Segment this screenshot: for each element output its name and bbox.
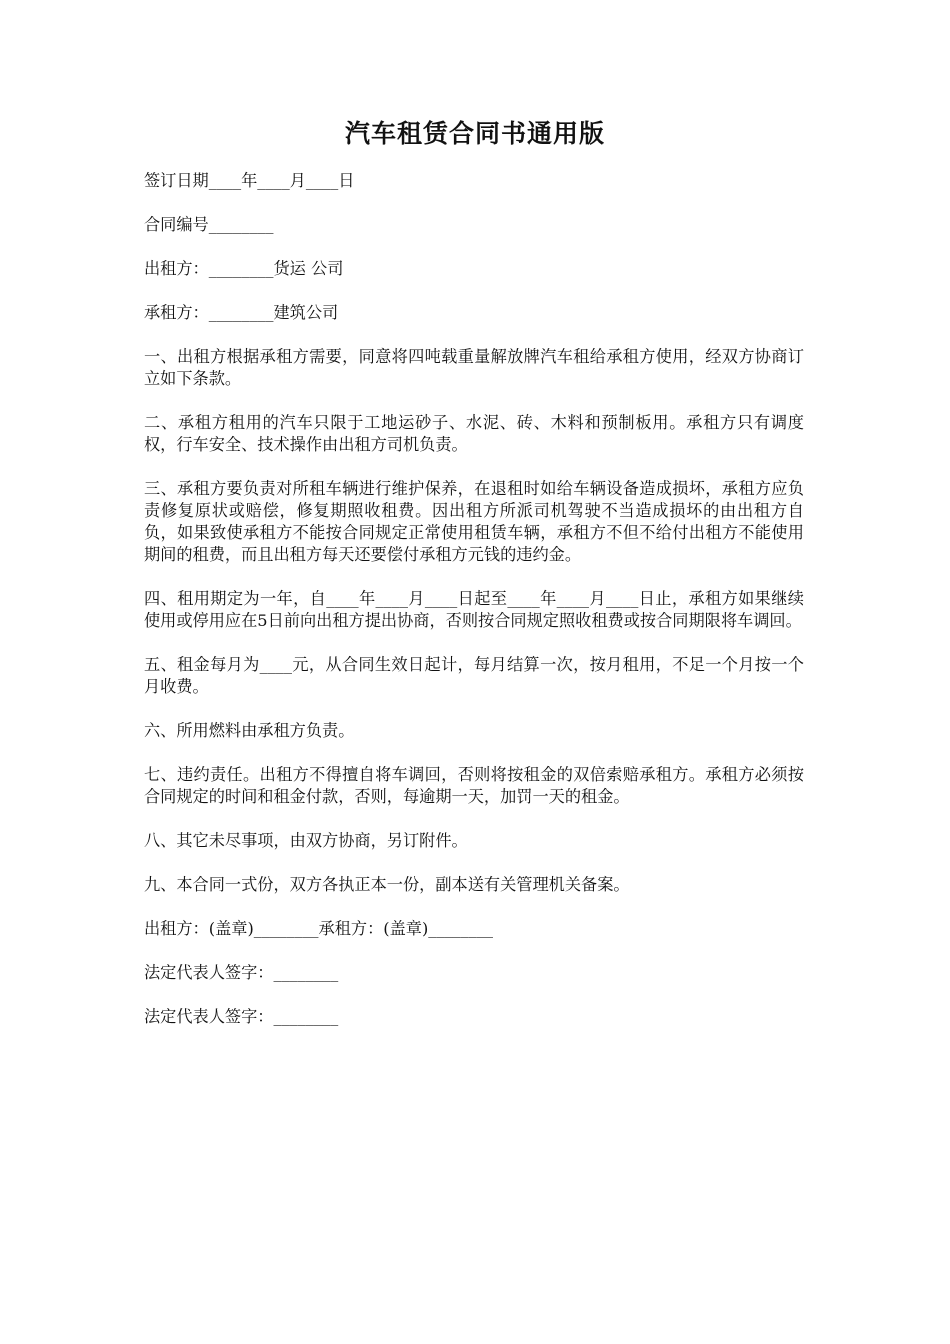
clause-8: 八、其它未尽事项，由双方协商，另订附件。	[144, 831, 468, 850]
clause-2: 二、承租方租用的汽车只限于工地运砂子、水泥、砖、木料和预制板用。承租方只有调度权，行车安全、技术操作由出租方司机负责。	[144, 413, 804, 454]
document-body	[144, 170, 804, 1050]
lessor-line: 出租方：________货运 公司	[144, 259, 344, 278]
legal-rep-signature-2: 法定代表人签字：________	[144, 1007, 339, 1026]
clause-9: 九、本合同一式份，双方各执正本一份，副本送有关管理机关备案。	[144, 875, 630, 894]
clause-6: 六、所用燃料由承租方负责。	[144, 721, 355, 740]
contract-number-line: 合同编号________	[144, 215, 274, 234]
seal-line: 出租方：(盖章)________承租方：(盖章)________	[144, 919, 494, 938]
clause-1: 一、出租方根据承租方需要，同意将四吨载重量解放牌汽车租给承租方使用，经双方协商订立如下条款。	[144, 347, 804, 388]
clause-4: 四、租用期定为一年，自____年____月____日起至____年____月____日止，承租方如果继续使用或停用应在5日前向出租方提出协商，否则按合同规定照收租费或按合同期限将车调回。	[144, 589, 804, 630]
clause-7: 七、违约责任。出租方不得擅自将车调回，否则将按租金的双倍索赔承租方。承租方必须按合同规定的时间和租金付款，否则，每逾期一天，加罚一天的租金。	[144, 765, 804, 806]
legal-rep-signature-1: 法定代表人签字：________	[144, 963, 339, 982]
document-title: 汽车租赁合同书通用版	[344, 119, 605, 148]
clause-5: 五、租金每月为____元，从合同生效日起计，每月结算一次，按月租用，不足一个月按一个月收费。	[144, 655, 804, 696]
clause-3: 三、承租方要负责对所租车辆进行维护保养，在退租时如给车辆设备造成损坏，承租方应负责修复原状或赔偿，修复期照收租费。因出租方所派司机驾驶不当造成损坏的由出租方自负，如果致使承租方不能按合同规定正常使用租赁车辆，承租方不但不给付出租方不能使用期间的租费，而且出租方每天还要偿付承租方元钱的违约金。	[144, 479, 804, 564]
sign-date-line: 签订日期____年____月____日	[144, 171, 355, 190]
lessee-line: 承租方：________建筑公司	[144, 303, 339, 322]
